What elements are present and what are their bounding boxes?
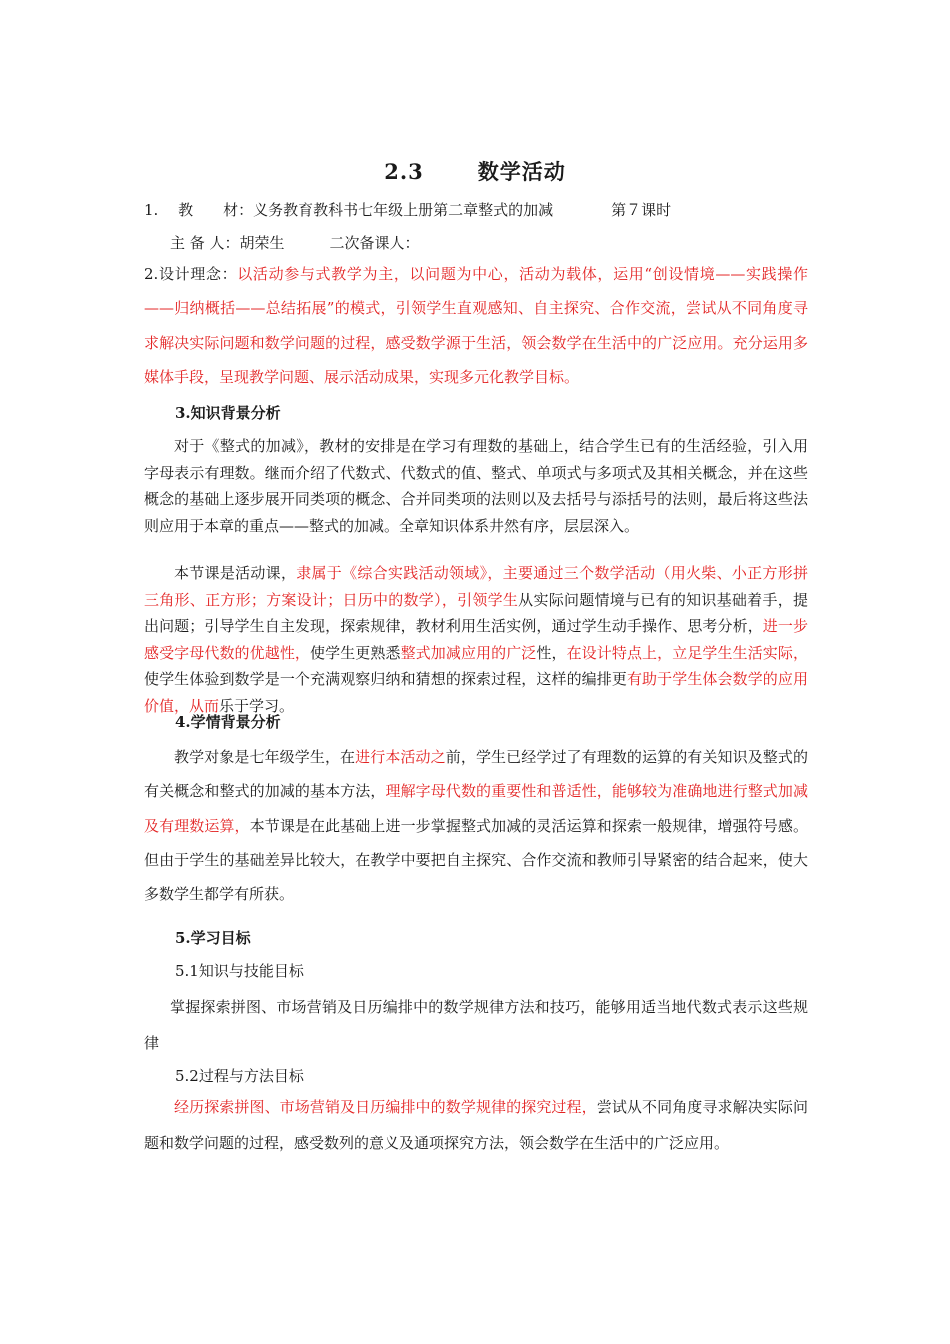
goal-process-heading: 5.2过程与方法目标 [175,1067,304,1085]
goal-knowledge-text: 掌握探索拼图、市场营销及日历编排中的数学规律方法和技巧，能够用适当地代数式表示这些规律 [144,998,808,1052]
text-run: 本节课是在此基础上进一步掌握整式加减的灵活运算和探索一般规律，增强符号感。但由于学生的基础差异比较大，在教学中要把自主探究、合作交流和教师引导紧密的结合起来，使大多数学生都学有所获。 [144,816,808,904]
textbook-label: 1. 教 材： [144,201,254,219]
design-label: 2.设计理念： [144,265,238,283]
lesson-period: 第７课时 [611,201,672,219]
design-concept [144,257,808,394]
text-run: 教学对象是七年级学生，在 [174,748,356,766]
text-run: 性， [536,643,567,662]
text-run: 前，学生已经学过了有理数的运算的有关知识及整式的有关概念和整式的加减的基本方法， [144,748,808,801]
goal-knowledge-heading: 5.1知识与技能目标 [175,962,304,980]
textbook-value: 义务教育教科书七年级上册第二章整式的加减 [253,201,554,219]
goal-process-text [144,1089,808,1161]
page-title [0,156,950,186]
text-run: 本节课是活动课， [174,564,297,582]
text-run: 从实际问题情境与已有的知识基础着手，提出问题；引导学生自主发现，探索规律，教材利用生活实例，通过学生动手操作、思考分析， [144,590,808,635]
text-run-red: 隶属于《综合实践活动领域》，主要通过三个数学活动（用火柴、小正方形拼三角形、正方形；方案设计；日历中的数学），引领学生 [144,564,808,609]
learner-para [144,740,808,911]
design-text: 以活动参与式教学为主，以问题为中心，活动为载体，运用“创设情境——实践操作——归纳概括——总结拓展”的模式，引领学生直观感知、自主探究、合作交流，尝试从不同角度寻求解决实际问题和数学问题的过程，感受数学源于生活，领会数学在生活中的广泛应用。充分运用多媒体手段，呈现教学问题、展示活动成果，实现多元化教学目标。 [144,265,808,386]
section-number: 2.3 [384,159,424,184]
text-run-red: 经历探索拼图、市场营销及日历编排中的数学规律的探究过程， [174,1098,597,1116]
goals-heading: 5.学习目标 [175,929,251,947]
knowledge-para-2 [144,560,808,719]
text-run-red: 进一步感受字母代数的优越性， [144,617,808,662]
text-run: 使学生更熟悉 [310,643,401,662]
learner-heading: 4.学情背景分析 [175,713,281,731]
text-run: 使学生体验到数学是一个充满观察归纳和猜想的探索过程，这样的编排更 [144,670,627,688]
text-run-red: 有助于学生体会数学的应用价值，从而 [144,670,808,715]
text-run-red: 整式加减应用的广泛 [400,643,537,662]
preparer-line: 主 备 人：胡荣生 二次备课人： [170,234,420,252]
text-run-red: 进行本活动之 [355,748,446,766]
knowledge-heading: 3.知识背景分析 [175,404,281,422]
knowledge-para-1: 对于《整式的加减》，教材的安排是在学习有理数的基础上，结合学生已有的生活经验，引入用字母表示有理数。继而介绍了代数式、代数式的值、整式、单项式与多项式及其相关概念，并在这些概念的基础上逐步展开同类项的概念、合并同类项的法则以及去括号与添括号的法则，最后将这些法则应用于本章的重点——整式的加减。全章知识体系井然有序，层层深入。 [144,437,808,535]
text-run-red: 在设计特点上，立足学生生活实际， [566,643,808,662]
text-run-red: 理解字母代数的重要性和普适性，能够较为准确地进行整式加减及有理数运算， [144,782,808,835]
text-run: 乐于学习。 [219,696,295,715]
section-title: 数学活动 [477,159,566,184]
textbook-line [144,200,671,220]
text-run: 尝试从不同角度寻求解决实际问题和数学问题的过程，感受数列的意义及通项探究方法，领会数学在生活中的广泛应用。 [144,1098,808,1152]
